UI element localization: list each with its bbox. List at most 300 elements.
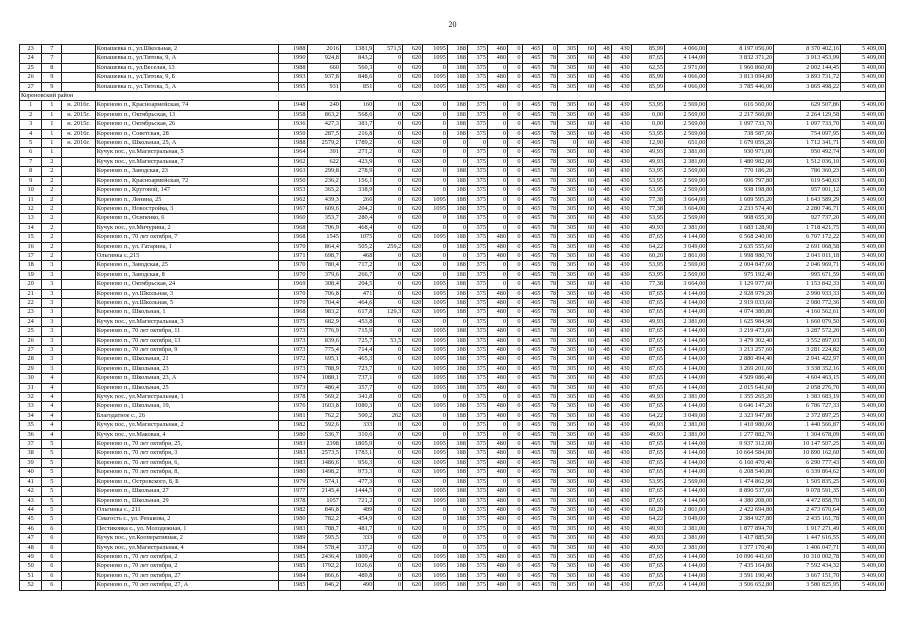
table-cell: 48 <box>596 393 612 402</box>
table-cell: 0 <box>508 110 522 119</box>
table-cell: 60 <box>578 242 596 251</box>
table-cell: 48 <box>596 139 612 148</box>
table-cell: Кореново п., Советская, 28 <box>95 129 278 138</box>
table-cell: 305 <box>558 251 578 260</box>
table-cell: 465 <box>522 317 542 326</box>
table-cell: 44 <box>20 505 42 514</box>
table-cell: 5 409,00 <box>841 214 886 223</box>
table-cell: 629 507,86 <box>774 101 841 110</box>
table-cell: Копашевка п., ул.Титова, 9, Б <box>95 73 278 82</box>
table-cell: 0 <box>487 176 507 185</box>
table-cell: 480 <box>487 298 507 307</box>
table-cell: 465 <box>522 73 542 82</box>
table-cell: 0 <box>508 289 522 298</box>
table-cell: 0 <box>508 440 522 449</box>
table-cell: 0 <box>447 534 467 543</box>
table-cell: 375 <box>467 534 487 543</box>
table-row <box>20 139 886 148</box>
table-cell: 464,6 <box>340 298 373 307</box>
table-cell: 1545 <box>307 233 340 242</box>
table-cell: 48 <box>596 534 612 543</box>
table-cell: 4 144,00 <box>665 233 707 242</box>
table-cell: 1 304 678,09 <box>774 430 841 439</box>
table-cell: 0 <box>374 82 403 91</box>
table-cell: 0 <box>508 562 522 571</box>
table-cell: Пестиковка с., ул. Молодежная, 1 <box>95 524 278 533</box>
table-cell: 3 269 201,60 <box>707 364 774 373</box>
table-cell: 465 <box>522 458 542 467</box>
table-cell: 620 <box>403 251 423 260</box>
table-row <box>20 82 886 91</box>
table-cell: Кучук пос., ул.Магистральная, 3 <box>95 317 278 326</box>
table-row <box>20 496 886 505</box>
table-cell: 0 <box>508 45 522 54</box>
table-cell: 4 <box>42 383 62 392</box>
table-cell: 5 409,00 <box>841 524 886 533</box>
table-cell: 5 409,00 <box>841 355 886 364</box>
table-cell: 430 <box>611 242 631 251</box>
table-row <box>20 449 886 458</box>
table-cell: 480 <box>487 355 507 364</box>
table-cell: 5 409,00 <box>841 204 886 213</box>
table-cell: 87,65 <box>631 308 664 317</box>
table-cell: 620 <box>403 430 423 439</box>
table-cell: 620 <box>403 233 423 242</box>
table-cell: 0 <box>374 374 403 383</box>
table-cell: 64,22 <box>631 242 664 251</box>
table-cell: 0 <box>374 458 403 467</box>
table-cell: 375 <box>467 157 487 166</box>
table-cell: 620 <box>403 54 423 63</box>
table-cell <box>62 355 95 364</box>
table-cell: 0 <box>487 214 507 223</box>
table-cell: 60 <box>578 176 596 185</box>
table-cell: 5 409,00 <box>841 54 886 63</box>
table-cell: 375 <box>467 374 487 383</box>
table-cell: 0 <box>508 129 522 138</box>
table-cell: 983,2 <box>307 308 340 317</box>
table-cell: 1789,2 <box>340 139 373 148</box>
table-cell: 188 <box>447 176 467 185</box>
table-cell: 60 <box>578 223 596 232</box>
table-cell: 48 <box>596 251 612 260</box>
table-cell: 1985 <box>278 552 307 561</box>
table-cell: 305 <box>558 346 578 355</box>
table-cell <box>62 524 95 533</box>
table-cell: 4 <box>42 411 62 420</box>
table-cell: 305 <box>558 204 578 213</box>
table-cell: 188 <box>447 63 467 72</box>
table-cell <box>62 449 95 458</box>
table-cell: 48 <box>596 186 612 195</box>
table-cell: 465 <box>522 251 542 260</box>
table-cell: 468,4 <box>340 223 373 232</box>
table-cell: Ольгинка с., 211 <box>95 505 278 514</box>
table-row <box>20 468 886 477</box>
table-cell: 0 <box>508 581 522 590</box>
table-cell: 568,6 <box>340 110 373 119</box>
table-cell: 60 <box>578 364 596 373</box>
table-cell: 49,93 <box>631 543 664 552</box>
table-cell: 7 592 434,32 <box>774 562 841 571</box>
table-cell: 0 <box>423 411 448 420</box>
table-cell: 430 <box>611 374 631 383</box>
table-cell: 305 <box>558 524 578 533</box>
table-cell: Кореново п., Школьная, 21 <box>95 355 278 364</box>
table-cell: 0 <box>508 82 522 91</box>
table-cell: 42 <box>20 487 42 496</box>
table-cell: 430 <box>611 82 631 91</box>
table-cell: 87,65 <box>631 54 664 63</box>
table-cell: 1 383 683,19 <box>774 393 841 402</box>
table-cell: 4 144,00 <box>665 571 707 580</box>
table-cell: 430 <box>611 562 631 571</box>
table-cell: 375 <box>467 167 487 176</box>
table-cell: н. 2016г. <box>62 101 95 110</box>
table-cell: 453,8 <box>340 317 373 326</box>
table-cell: 2 384 927,80 <box>707 515 774 524</box>
table-cell: 1095 <box>423 374 448 383</box>
table-cell: 465 <box>522 515 542 524</box>
table-cell: 620 <box>403 487 423 496</box>
table-cell: 375 <box>467 289 487 298</box>
table-cell: 48 <box>596 487 612 496</box>
table-cell: 1936 <box>278 120 307 129</box>
table-cell: 5 409,00 <box>841 186 886 195</box>
table-cell: Кореново п., 70 лет октября, 2 <box>95 552 278 561</box>
table-cell: 2 569,00 <box>665 101 707 110</box>
table-cell: 28 <box>20 355 42 364</box>
table-cell: 4 144,00 <box>665 327 707 336</box>
table-cell: 0 <box>447 251 467 260</box>
table-cell: 337,2 <box>340 543 373 552</box>
table-cell: 0 <box>447 148 467 157</box>
table-cell: 2 569,00 <box>665 261 707 270</box>
table-cell: 78 <box>542 477 558 486</box>
table-cell: 430 <box>611 214 631 223</box>
table-cell: Кореново п., Красноармейская, 72 <box>95 176 278 185</box>
table-cell: 357,7 <box>340 383 373 392</box>
table-cell <box>62 505 95 514</box>
table-cell: 706,8 <box>307 289 340 298</box>
table-row <box>20 336 886 345</box>
table-cell: 3 893 731,72 <box>774 73 841 82</box>
table-cell: 78 <box>542 374 558 383</box>
table-cell: 6 <box>42 562 62 571</box>
table-cell: 78 <box>542 355 558 364</box>
table-cell: 305 <box>558 82 578 91</box>
table-cell: 0 <box>508 270 522 279</box>
table-cell: 375 <box>467 421 487 430</box>
table-cell: 5 409,00 <box>841 534 886 543</box>
table-cell: Кучук пос., ул.Магистральная, 2 <box>95 421 278 430</box>
table-cell: 430 <box>611 364 631 373</box>
table-cell: 0 <box>508 214 522 223</box>
table-cell: 465 <box>522 430 542 439</box>
table-cell: Кореново п., 70 лет октября, 9 <box>95 346 278 355</box>
table-cell: 3 <box>42 289 62 298</box>
table-row <box>20 393 886 402</box>
table-cell: 578,4 <box>307 543 340 552</box>
table-cell: 77,38 <box>631 280 664 289</box>
table-cell: 0 <box>374 346 403 355</box>
table-cell: 1968 <box>278 308 307 317</box>
table-cell: 0 <box>374 393 403 402</box>
table-cell <box>62 534 95 543</box>
table-cell: 78 <box>542 505 558 514</box>
table-cell: 622 <box>307 157 340 166</box>
table-cell: 5 409,00 <box>841 327 886 336</box>
table-cell: 78 <box>542 496 558 505</box>
table-cell: 706,9 <box>307 223 340 232</box>
table-cell: 430 <box>611 167 631 176</box>
table-cell: 2 323 947,80 <box>707 411 774 420</box>
table-cell: 48 <box>596 270 612 279</box>
table-cell: 1095 <box>423 195 448 204</box>
table-cell: 10 <box>20 186 42 195</box>
table-cell: 6 <box>42 552 62 561</box>
table-cell: 0 <box>508 139 522 148</box>
table-cell: 465 <box>522 176 542 185</box>
table-cell: 188 <box>447 280 467 289</box>
table-cell: 430 <box>611 515 631 524</box>
table-cell: 465 <box>522 421 542 430</box>
table-cell: 379,6 <box>307 270 340 279</box>
table-cell: 465 <box>522 157 542 166</box>
table-cell: 48 <box>596 120 612 129</box>
table-cell: 0 <box>374 270 403 279</box>
table-cell: 2573,5 <box>307 449 340 458</box>
table-cell: 1973 <box>278 364 307 373</box>
table-cell: 1498,2 <box>307 468 340 477</box>
table-cell: 188 <box>447 468 467 477</box>
table-cell: 0 <box>374 327 403 336</box>
table-cell: 48 <box>596 515 612 524</box>
table-cell: 4 <box>42 421 62 430</box>
table-cell: 480 <box>487 336 507 345</box>
table-cell: 48 <box>596 496 612 505</box>
table-cell: 1 474 862,90 <box>707 477 774 486</box>
table-cell: 305 <box>558 430 578 439</box>
table-cell: 430 <box>611 129 631 138</box>
table-cell: 620 <box>403 515 423 524</box>
table-cell: н. 2016г. <box>62 139 95 148</box>
table-cell: 620 <box>403 101 423 110</box>
table-cell: Копашевка п., ул.Титова, 5, А <box>95 82 278 91</box>
table-cell <box>62 204 95 213</box>
table-cell: 5 409,00 <box>841 552 886 561</box>
table-cell: 2 <box>42 186 62 195</box>
table-cell: 620 <box>403 458 423 467</box>
table-cell: Кореново п., ул. Гагарина, 1 <box>95 242 278 251</box>
table-cell: 1 440 566,87 <box>774 421 841 430</box>
table-cell: 48 <box>596 289 612 298</box>
table-cell: 430 <box>611 458 631 467</box>
table-row <box>20 45 886 54</box>
table-cell: 780,4 <box>307 261 340 270</box>
table-cell: 5 409,00 <box>841 468 886 477</box>
table-cell: 465 <box>522 505 542 514</box>
table-cell: 60 <box>578 374 596 383</box>
table-cell: 430 <box>611 468 631 477</box>
table-cell: 1 355 265,20 <box>707 393 774 402</box>
table-cell: 305 <box>558 543 578 552</box>
table-cell: 560,3 <box>340 63 373 72</box>
table-cell: 7 <box>42 45 62 54</box>
table-cell: 5 409,00 <box>841 308 886 317</box>
table-cell: 78 <box>542 317 558 326</box>
table-cell: 1970 <box>278 289 307 298</box>
table-cell: 305 <box>558 355 578 364</box>
table-cell: 78 <box>542 270 558 279</box>
table-cell: 3 219 473,60 <box>707 327 774 336</box>
table-cell: 60 <box>578 280 596 289</box>
table-cell: Кореново п., Школьная, 29 <box>95 496 278 505</box>
table-cell: 430 <box>611 233 631 242</box>
table-cell: 465 <box>522 327 542 336</box>
table-cell: 430 <box>611 402 631 411</box>
table-cell: 0 <box>374 176 403 185</box>
table-cell: 60,20 <box>631 505 664 514</box>
table-cell: 48 <box>596 204 612 213</box>
table-cell: 188 <box>447 45 467 54</box>
table-cell: Кореново п., 70 лет октября, 8, <box>95 468 278 477</box>
table-cell: 620 <box>403 280 423 289</box>
table-cell: 1983 <box>278 440 307 449</box>
table-cell: 1978 <box>278 393 307 402</box>
table-cell: 6 <box>42 543 62 552</box>
table-cell: 465 <box>522 402 542 411</box>
table-row <box>20 242 886 251</box>
table-cell: 78 <box>542 402 558 411</box>
table-cell: 0 <box>423 148 448 157</box>
table-cell: 48 <box>596 524 612 533</box>
table-cell: 48 <box>596 148 612 157</box>
table-cell: 8 890 537,60 <box>707 487 774 496</box>
table-cell: 924,8 <box>307 54 340 63</box>
table-cell: 48 <box>596 364 612 373</box>
table-cell: 353,7 <box>307 214 340 223</box>
table-cell: 3 580 825,95 <box>774 581 841 590</box>
table-cell: 0 <box>487 524 507 533</box>
table-cell: 60 <box>578 129 596 138</box>
table-cell: 0 <box>508 186 522 195</box>
table-cell: 0 <box>487 223 507 232</box>
table-cell: 2 861,00 <box>665 251 707 260</box>
table-cell: 375 <box>467 440 487 449</box>
table-cell: 53,95 <box>631 167 664 176</box>
table-cell: 465 <box>522 571 542 580</box>
table-cell: 1 712 341,71 <box>774 139 841 148</box>
table-cell: 430 <box>611 270 631 279</box>
table-cell: 786 360,23 <box>774 167 841 176</box>
table-cell: 266 <box>340 195 373 204</box>
table-cell: 305 <box>558 261 578 270</box>
table-cell: 0 <box>374 524 403 533</box>
table-cell: 0 <box>423 477 448 486</box>
table-cell: 480 <box>487 496 507 505</box>
table-cell: 6 568 240,00 <box>707 233 774 242</box>
table-cell: 620 <box>403 346 423 355</box>
table-cell: 8 <box>20 167 42 176</box>
table-cell: 60 <box>578 317 596 326</box>
table-cell: 0 <box>374 157 403 166</box>
table-cell: 78 <box>542 289 558 298</box>
table-cell: 48 <box>596 430 612 439</box>
section-row <box>20 92 886 101</box>
table-cell: 280,4 <box>340 214 373 223</box>
table-cell: 0 <box>374 195 403 204</box>
table-cell <box>62 308 95 317</box>
table-cell: 375 <box>467 505 487 514</box>
table-cell: 465 <box>522 45 542 54</box>
table-cell: 0 <box>374 534 403 543</box>
table-cell: 60 <box>578 440 596 449</box>
table-cell: 5 <box>42 458 62 467</box>
table-cell: 6 <box>20 148 42 157</box>
table-cell: 2 990 933,33 <box>774 289 841 298</box>
table-cell: 0 <box>508 496 522 505</box>
table-cell: 3 049,00 <box>665 515 707 524</box>
table-cell: 0 <box>374 110 403 119</box>
table-cell: 4 <box>42 393 62 402</box>
table-cell: 3 785 446,00 <box>707 82 774 91</box>
table-cell: 430 <box>611 223 631 232</box>
table-cell: 188 <box>447 233 467 242</box>
table-cell: 465 <box>522 552 542 561</box>
table-cell: 375 <box>467 45 487 54</box>
table-cell: 87,65 <box>631 552 664 561</box>
table-cell <box>62 289 95 298</box>
table-cell: 4 <box>20 129 42 138</box>
table-cell: 1 <box>42 129 62 138</box>
table-cell: 4 <box>42 430 62 439</box>
table-cell: 78 <box>542 534 558 543</box>
table-cell: 341,8 <box>340 393 373 402</box>
table-cell: 78 <box>542 524 558 533</box>
table-cell: 574,1 <box>307 477 340 486</box>
table-cell <box>62 280 95 289</box>
table-cell: 465 <box>522 411 542 420</box>
table-cell: Копашевка п., ул.Титова, 9, А <box>95 54 278 63</box>
table-cell: 0 <box>508 364 522 373</box>
table-cell: Кучук пос., ул.Мичурина, 2 <box>95 223 278 232</box>
table-cell: 4 <box>42 374 62 383</box>
table-cell: 1095 <box>423 440 448 449</box>
table-cell: 26 <box>20 336 42 345</box>
table-cell: 53,95 <box>631 214 664 223</box>
table-row <box>20 110 886 119</box>
table-cell: 486,4 <box>307 383 340 392</box>
table-cell: 1095 <box>423 233 448 242</box>
table-row <box>20 317 886 326</box>
table-cell: 266,7 <box>340 270 373 279</box>
table-cell: 0 <box>374 204 403 213</box>
table-cell: 4 144,00 <box>665 308 707 317</box>
table-cell: 188 <box>447 308 467 317</box>
table-cell: 375 <box>467 458 487 467</box>
table-cell: 609,6 <box>307 204 340 213</box>
table-cell: 0 <box>508 327 522 336</box>
table-cell: 776,9 <box>307 327 340 336</box>
table-cell: 299,8 <box>307 167 340 176</box>
table-cell: Кореново п., 70 лет октября, 7 <box>95 233 278 242</box>
table-cell: 5 409,00 <box>841 73 886 82</box>
table-cell: 3 591 190,40 <box>707 571 774 580</box>
table-cell: 1057 <box>307 496 340 505</box>
table-row <box>20 148 886 157</box>
table-cell: 4 066,00 <box>665 82 707 91</box>
